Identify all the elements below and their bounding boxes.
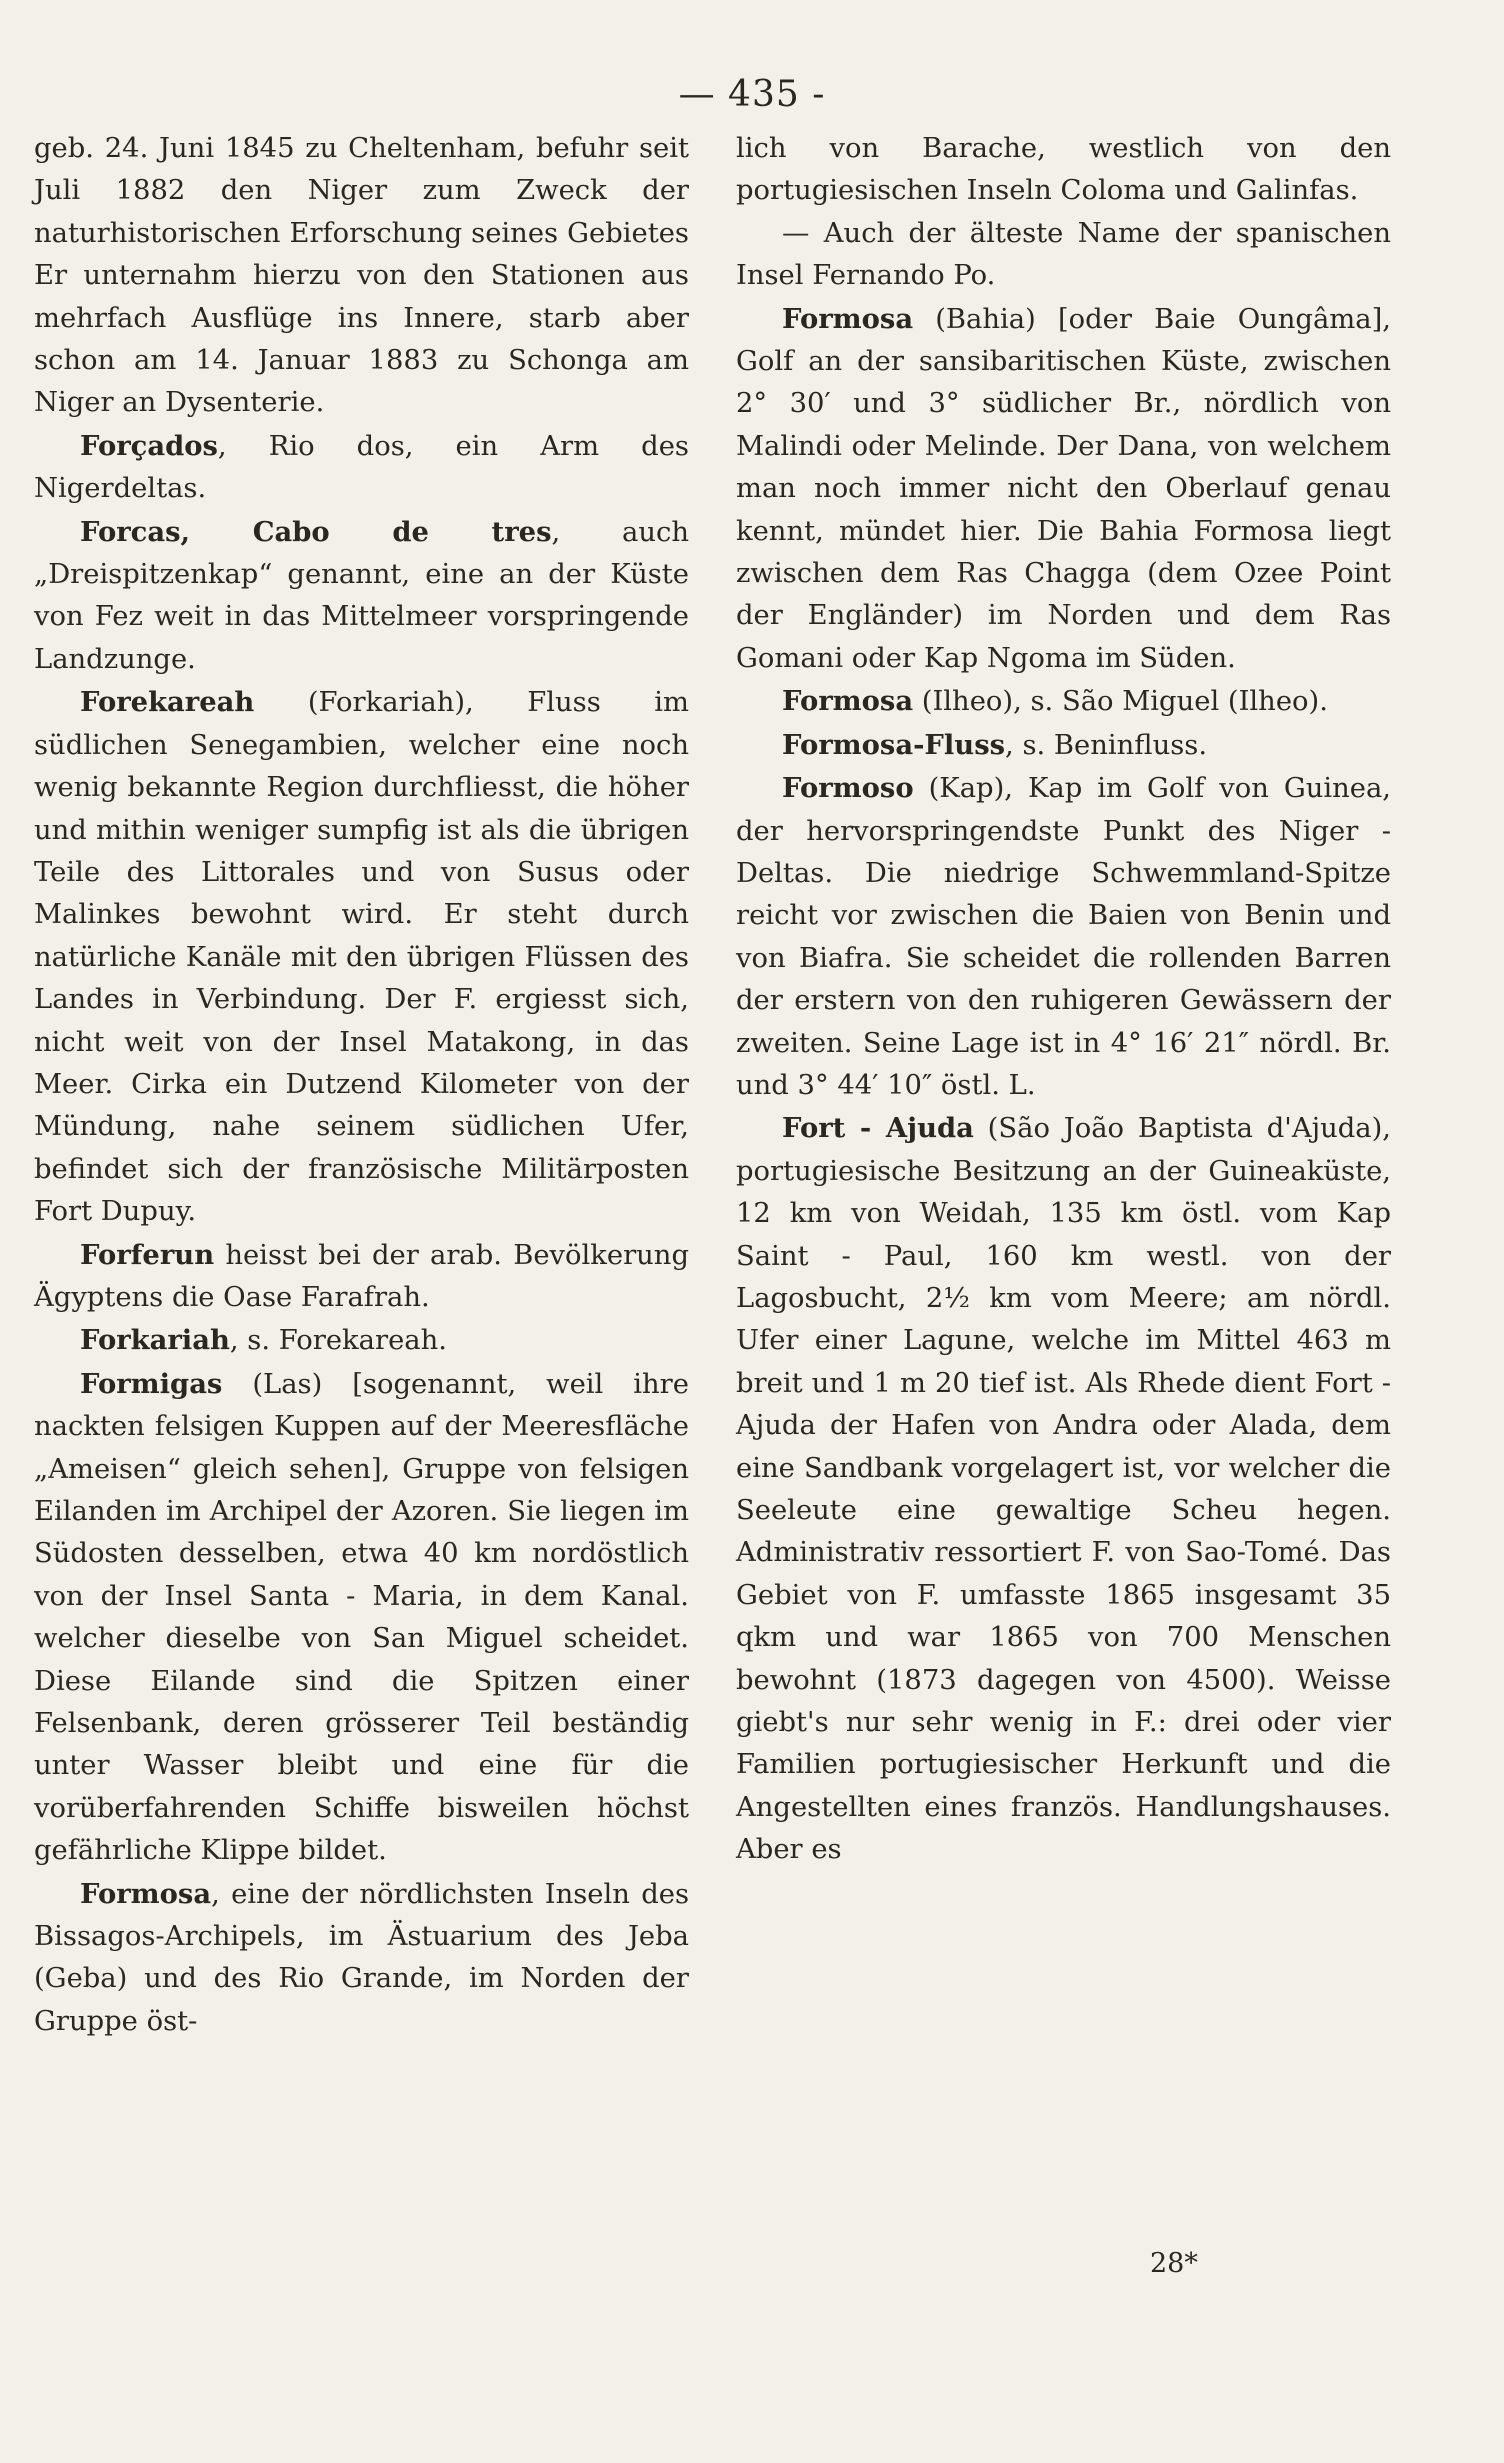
entry-headword: Forçados [80,429,218,462]
entry-forcas [34,511,689,682]
entry-headword: Formigas [80,1367,223,1400]
left-column [34,128,689,2043]
entry-formosa-island [34,1873,689,2044]
entry-text: lich von Barache, westlich von den portugiesischen Inseln Coloma und Galinfas. [736,133,1391,207]
entry-headword: Formoso [782,772,914,805]
entry-headword: Formosa [80,1877,212,1910]
entry-text: geb. 24. Juni 1845 zu Cheltenham, befuhr seit Juli 1882 den Niger zum Zweck der naturhistorischen Erforschung seines Gebietes Er unternahm hierzu von den Stationen aus mehrfach Ausflüge ins Innere, starb aber schon am 14. Januar 1883 zu Schonga am Niger an Dysenterie. [34,133,689,419]
entry-headword: Forkariah [80,1324,230,1357]
entry-text: , s. Forekareah. [229,1325,447,1357]
entry-text: heisst bei der arab. Bevölkerung Ägyptens die Oase Farafrah. [34,1239,689,1313]
entry-text: (São João Baptista d'Ajuda), portugiesische Besitzung an der Guineaküste, 12 km von Weidah, 135 km östl. vom Kap Saint - Paul, 160 km westl. von der Lagosbucht, 2½ km vom Meere; am nördl. Ufer einer Lagune, welche im Mittel 463 m breit und 1 m 20 tief ist. Als Rhede dient Fort - Ajuda der Hafen von Andra oder Alada, dem eine Sandbank vorgelagert ist, vor welcher die Seeleute eine gewaltige Scheu hegen. Administrativ ressortiert F. von Sao-Tomé. Das Gebiet von F. umfasste 1865 insgesamt 35 qkm und war 1865 von 700 Menschen bewohnt (1873 dagegen von 4500). Weisse giebt's nur sehr wenig in F.: drei oder vier Familien portugiesischer Herkunft und die Angestellten eines französ. Handlungshauses. Aber es [736,1113,1392,1866]
entry-formoso [736,767,1391,1107]
entry-text: (Las) [sogenannt, weil ihre nackten felsigen Kuppen auf der Meeresfläche „Ameisen“ gleich sehen], Gruppe von felsigen Eilanden im Archipel der Azoren. Sie liegen im Südosten desselben, etwa 40 km nordöstlich von der Insel Santa - Maria, in dem Kanal. welcher dieselbe von San Miguel scheidet. Diese Eilande sind die Spitzen einer Felsenbank, deren grösserer Teil beständig unter Wasser bleibt und eine für die vorüberfahrenden Schiffe bisweilen höchst gefährliche Klippe bildet. [34,1368,689,1867]
entry-text: , eine der nördlichsten Inseln des Bissagos-Archipels, im Ästuarium des Jeba (Geba) und des Rio Grande, im Norden der Gruppe öst- [34,1878,689,2037]
entry-headword: Formosa [782,302,914,335]
entry-formosa-bahia [736,298,1391,681]
entry-text: , auch „Dreispitzenkap“ genannt, eine an der Küste von Fez weit in das Mittelmeer vorspringende Landzunge. [34,516,689,675]
entry-text: (Forkariah), Fluss im südlichen Senegambien, welcher eine noch wenig bekannte Region durchfliesst, die höher und mithin weniger sumpfig ist als die übrigen Teile des Littorales und von Susus oder Malinkes bewohnt wird. Er steht durch natürliche Kanäle mit den übrigen Flüssen des Landes in Verbindung. Der F. ergiesst sich, nicht weit von der Insel Matakong, in das Meer. Cirka ein Dutzend Kilometer von der Mündung, nahe seinem südlichen Ufer, befindet sich der französische Militärposten Fort Dupuy. [34,687,689,1228]
signature-mark: 28* [1150,2248,1198,2279]
entry-text: — Auch der älteste Name der spanischen Insel Fernando Po. [736,217,1391,292]
entry-headword: Fort - Ajuda [782,1112,974,1145]
entry-formosa-ilheo [736,680,1391,723]
entry-fort-ajuda [736,1107,1391,1871]
entry-headword: Formosa [782,685,914,718]
entry-formosa-note [736,213,1391,298]
entry-continuation [736,128,1391,213]
entry-headword: Forcas, Cabo de tres [80,515,552,548]
entry-text: (Ilheo), s. São Miguel (Ilheo). [913,686,1328,718]
entry-forferun [34,1234,689,1320]
entry-forekareah [34,681,689,1233]
entry-headword: Formosa-Fluss [782,728,1006,761]
entry-text: (Kap), Kap im Golf von Guinea, der hervorspringendste Punkt des Niger - Deltas. Die niedrige Schwemmland-Spitze reicht vor zwischen die Baien von Benin und von Biafra. Sie scheidet die rollenden Barren der erstern von den ruhigeren Gewässern der zweiten. Seine Lage ist in 4° 16′ 21″ nördl. Br. und 3° 44′ 10″ östl. L. [736,773,1391,1101]
entry-formosa-fluss [736,724,1391,767]
entry-headword: Forekareah [80,686,255,719]
entry-headword: Forferun [80,1238,215,1271]
entry-text: , Rio dos, ein Arm des Nigerdeltas. [34,430,689,505]
entry-continuation [34,128,689,425]
entry-forcados [34,425,689,511]
entry-formigas [34,1363,689,1873]
entry-text: , s. Beninfluss. [1005,729,1208,761]
entry-text: (Bahia) [oder Baie Oungâma], Golf an der sansibaritischen Küste, zwischen 2° 30′ und 3° südlicher Br., nördlich von Malindi oder Melinde. Der Dana, von welchem man noch immer nicht den Oberlauf genau kennt, mündet hier. Die Bahia Formosa liegt zwischen dem Ras Chagga (dem Ozee Point der Engländer) im Norden und dem Ras Gomani oder Kap Ngoma im Süden. [736,303,1391,674]
entry-forkariah [34,1319,689,1362]
page-number: — 435 - [678,74,826,115]
right-column [736,128,1391,1872]
